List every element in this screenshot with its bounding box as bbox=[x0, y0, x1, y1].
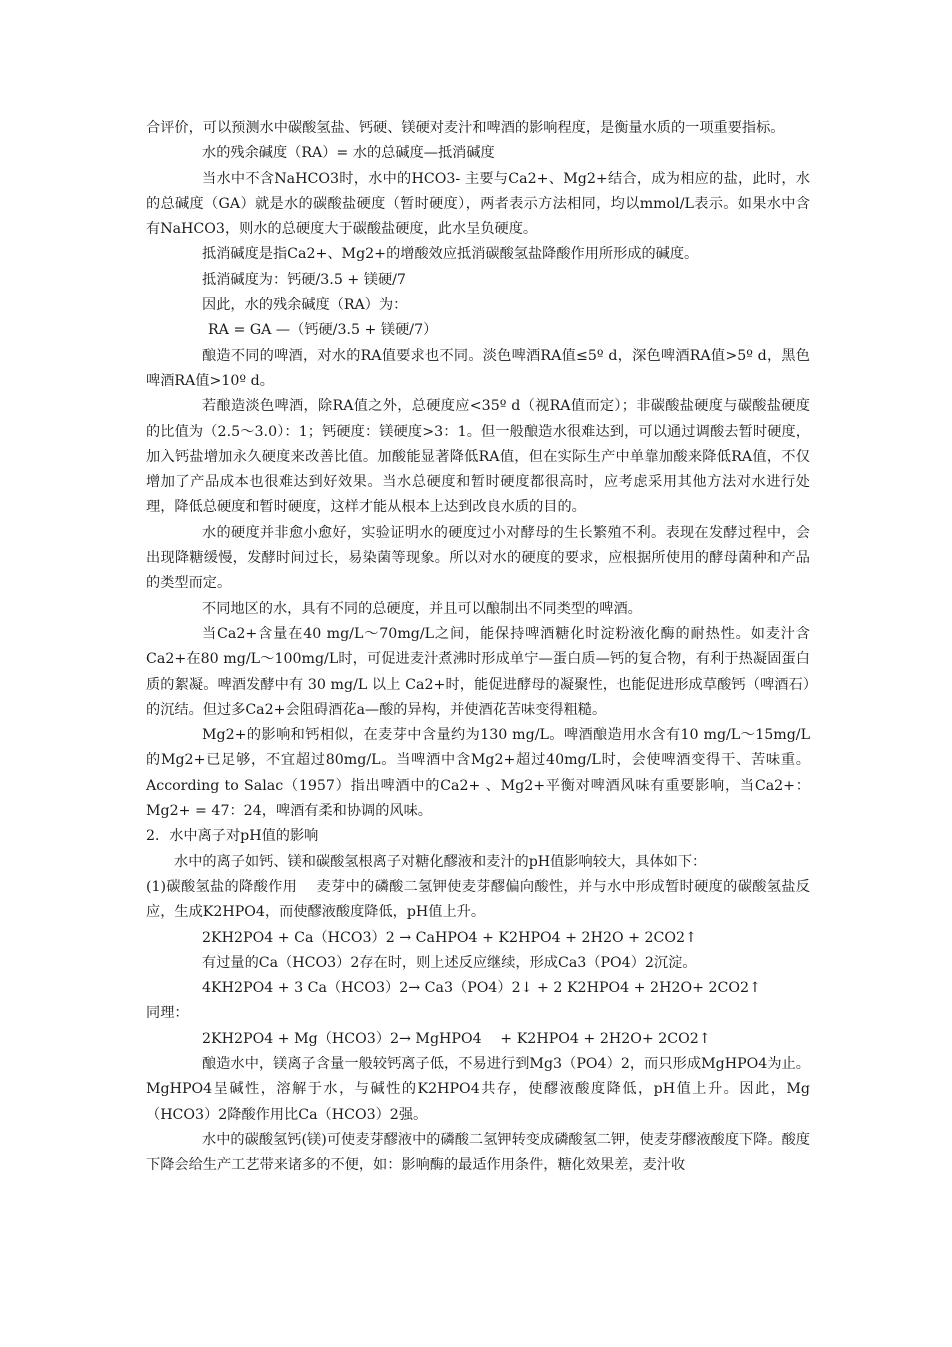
paragraph-bicarbonate: (1)碳酸氢盐的降酸作用 麦芽中的磷酸二氢钾使麦芽醪偏向酸性，并与水中形成暂时硬度的碳酸氢盐反应，生成K2HPO4，而使醪液酸度降低，pH值上升。 bbox=[146, 878, 810, 921]
section-heading-ph: 2．水中离子对pH值的影响 bbox=[146, 828, 319, 845]
paragraph-excess-calcium: 有过量的Ca（HCO3）2存在时，则上述反应继续，形成Ca3（PO4）2沉淀。 bbox=[202, 954, 697, 971]
paragraph-magnesium: Mg2+的影响和钙相似，在麦芽中含量约为130 mg/L。啤酒酿造用水含有10 mg/L～15mg/L的Mg2+已足够，不宜超过80mg/L。当啤酒中含Mg2+超过40mg/L时，会使啤酒变得干、苦味重。According to Salac（1957）指出啤酒中的Ca2+ 、Mg2+平衡对啤酒风味有重要影响，当Ca2+：Mg2+ = 47：24，啤酒有柔和协调的风味。 bbox=[146, 727, 810, 820]
paragraph-pale-beer: 若酿造淡色啤酒，除RA值之外，总硬度应<35º d（视RA值而定）；非碳酸盐硬度与碳酸盐硬度的比值为（2.5～3.0）：1；钙硬度：镁硬度>3：1。但一般酿造水很难达到，可以通过调酸去暂时硬度，加入钙盐增加永久硬度来改善比值。加酸能显著降低RA值，但在实际生产中单靠加酸来降低RA值，不仅增加了产品成本也很难达到好效果。当水总硬度和暂时硬度都很高时，应考虑采用其他方法对水进行处理，降低总硬度和暂时硬度，这样才能从根本上达到改良水质的目的。 bbox=[146, 398, 810, 516]
equation-3: 2KH2PO4 + Mg（HCO3）2→ MgHPO4 + K2HPO4 + 2H2O+ 2CO2↑ bbox=[202, 1030, 711, 1047]
paragraph-hardness-not-too-low: 水的硬度并非愈小愈好，实验证明水的硬度过小对酵母的生长繁殖不利。表现在发酵过程中，会出现降糖缓慢，发酵时间过长，易染菌等现象。所以对水的硬度的要求，应根据所使用的酵母菌种和产品的类型而定。 bbox=[146, 524, 810, 592]
formula-ra-definition: 水的残余碱度（RA）= 水的总碱度—抵消碱度 bbox=[202, 145, 495, 162]
document-page bbox=[146, 116, 810, 1178]
paragraph-therefore: 因此，水的残余碱度（RA）为： bbox=[202, 297, 408, 314]
paragraph-total-alkalinity: 当水中不含NaHCO3时，水中的HCO3- 主要与Ca2+、Mg2+结合，成为相应的盐，此时，水的总碱度（GA）就是水的碳酸盐硬度（暂时硬度），两者表示方法相同，均以mmol/L表示。如果水中含有NaHCO3，则水的总硬度大于碳酸盐硬度，此水呈负硬度。 bbox=[146, 170, 810, 238]
formula-ra: RA = GA —（钙硬/3.5 + 镁硬/7） bbox=[208, 322, 438, 339]
paragraph-intro: 合评价，可以预测水中碳酸氢盐、钙硬、镁硬对麦汁和啤酒的影响程度，是衡量水质的一项重要指标。 bbox=[146, 120, 785, 136]
paragraph-offset-alkalinity: 抵消碱度是指Ca2+、Mg2+的增酸效应抵消碳酸氢盐降酸作用所形成的碱度。 bbox=[202, 246, 699, 263]
equation-1: 2KH2PO4 + Ca（HCO3）2 → CaHPO4 + K2HPO4 + 2H2O + 2CO2↑ bbox=[202, 929, 697, 946]
paragraph-similarly: 同理： bbox=[146, 1005, 189, 1022]
paragraph-ph-intro: 水中的离子如钙、镁和碳酸氢根离子对糖化醪液和麦汁的pH值影响较大，具体如下： bbox=[174, 853, 707, 870]
formula-offset-alkalinity: 抵消碱度为：钙硬/3.5 + 镁硬/7 bbox=[202, 271, 406, 288]
paragraph-regional-water: 不同地区的水，具有不同的总硬度，并且可以酿制出不同类型的啤酒。 bbox=[202, 600, 642, 617]
paragraph-acidity-drop: 水中的碳酸氢钙(镁)可使麦芽醪液中的磷酸二氢钾转变成磷酸氢二钾，使麦芽醪液酸度下降。酸度下降会给生产工艺带来诸多的不便，如：影响酶的最适作用条件，糖化效果差，麦汁收 bbox=[146, 1131, 810, 1174]
equation-2: 4KH2PO4 + 3 Ca（HCO3）2→ Ca3（PO4）2↓ + 2 K2HPO4 + 2H2O+ 2CO2↑ bbox=[202, 980, 761, 997]
paragraph-calcium: 当Ca2+含量在40 mg/L～70mg/L之间，能保持啤酒糖化时淀粉液化酶的耐热性。如麦汁含Ca2+在80 mg/L～100mg/L时，可促进麦汁煮沸时形成单宁—蛋白质—钙的复合物，有利于热凝固蛋白质的絮凝。啤酒发酵中有 30 mg/L 以上 Ca2+时，能促进酵母的凝聚性，也能促进形成草酸钙（啤酒石）的沉结。但过多Ca2+会阻碍酒花a—酸的异构，并使酒花苦味变得粗糙。 bbox=[146, 625, 810, 718]
paragraph-magnesium-brewing: 酿造水中，镁离子含量一般较钙离子低，不易进行到Mg3（PO4）2，而只形成MgHPO4为止。MgHPO4呈碱性，溶解于水，与碱性的K2HPO4共存，使醪液酸度降低，pH值上升。因此，Mg（HCO3）2降酸作用比Ca（HCO3）2强。 bbox=[146, 1055, 810, 1123]
paragraph-ra-requirements: 酿造不同的啤酒，对水的RA值要求也不同。淡色啤酒RA值≤5º d，深色啤酒RA值>5º d，黑色啤酒RA值>10º d。 bbox=[146, 347, 810, 389]
